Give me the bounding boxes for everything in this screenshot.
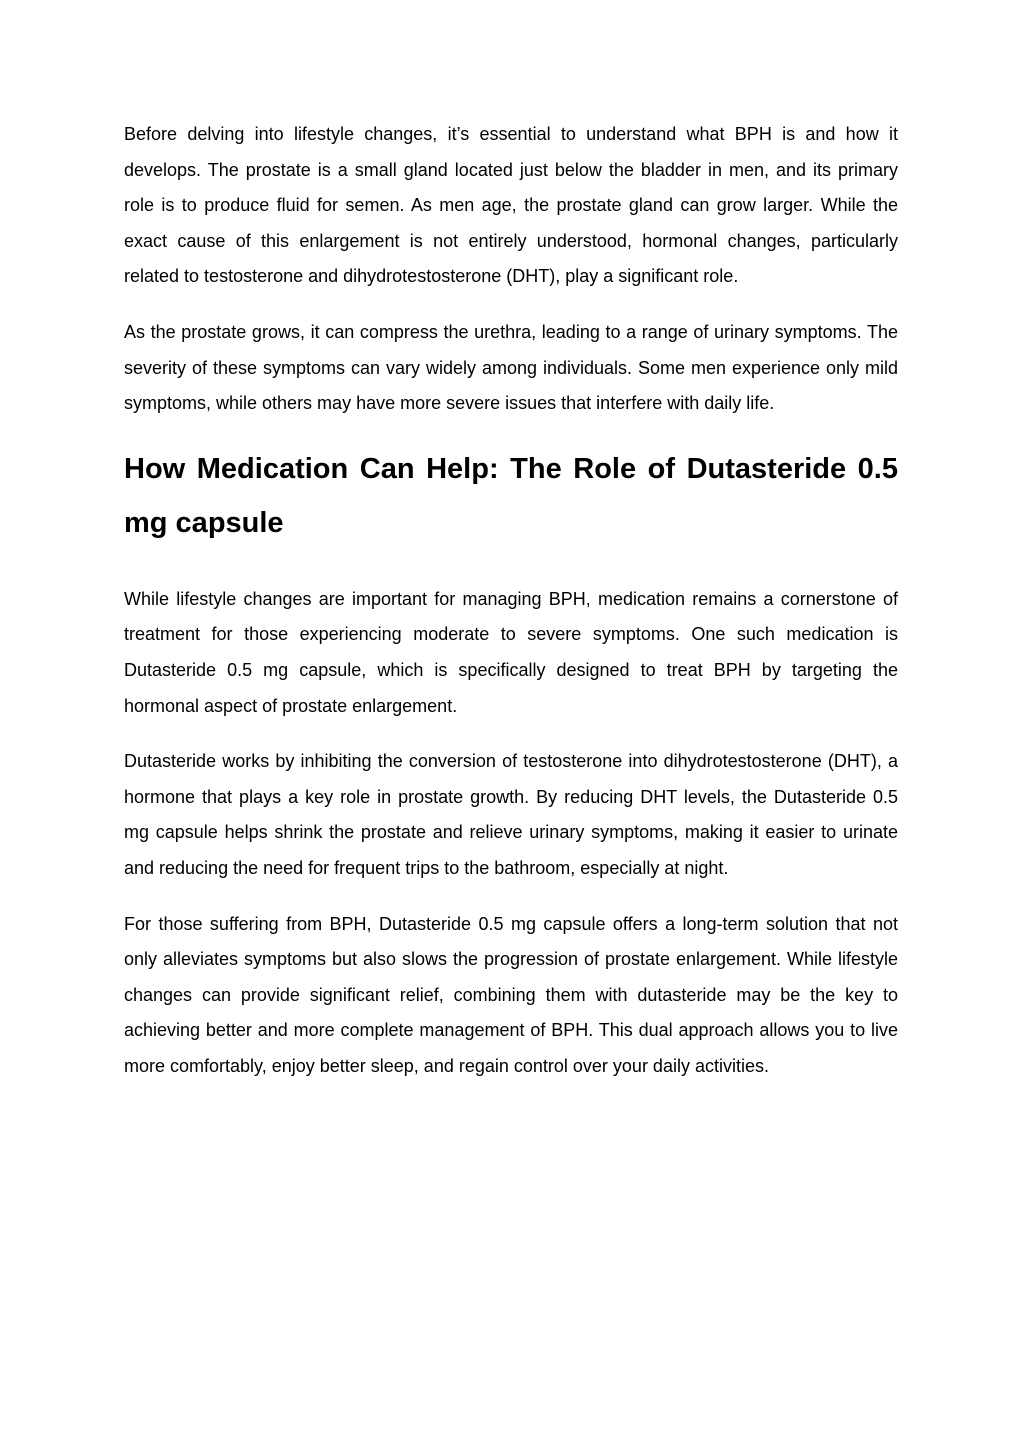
paragraph-bph-overview: Before delving into lifestyle changes, it’s essential to understand what BPH is and how it develops. The prostate is a small gland located just below the bladder in men, and its primary role is to produce fluid for semen. As men age, the prostate gland can grow larger. While the exact cause of this enlargement is not entirely understood, hormonal changes, particularly related to testosterone and dihydrotestosterone (DHT), play a significant role. [124,124,898,287]
paragraph-mechanism: Dutasteride works by inhibiting the conversion of testosterone into dihydrotestosterone (DHT), a hormone that plays a key role in prostate growth. By reducing DHT levels, the Dutasteride 0.5 mg capsule helps shrink the prostate and relieve urinary symptoms, making it easier to urinate and reducing the need for frequent trips to the bathroom, especially at night. [124,751,898,878]
paragraph-long-term-solution: For those suffering from BPH, Dutasteride 0.5 mg capsule offers a long-term solution that not only alleviates symptoms but also slows the progression of prostate enlargement. While lifestyle changes can provide significant relief, combining them with dutasteride may be the key to achieving better and more complete management of BPH. This dual approach allows you to live more comfortably, enjoy better sleep, and regain control over your daily activities. [124,913,898,1076]
paragraph-urinary-symptoms: As the prostate grows, it can compress the urethra, leading to a range of urinary symptoms. The severity of these symptoms can vary widely among individuals. Some men experience only mild symptoms, while others may have more severe issues that interfere with daily life. [124,321,898,414]
paragraph-medication-intro: While lifestyle changes are important for managing BPH, medication remains a cornerstone of treatment for those experiencing moderate to severe symptoms. One such medication is Dutasteride 0.5 mg capsule, which is specifically designed to treat BPH by targeting the hormonal aspect of prostate enlargement. [124,588,898,716]
section-heading: How Medication Can Help: The Role of Dutasteride 0.5 mg capsule [124,452,898,539]
document-page [124,117,898,1104]
